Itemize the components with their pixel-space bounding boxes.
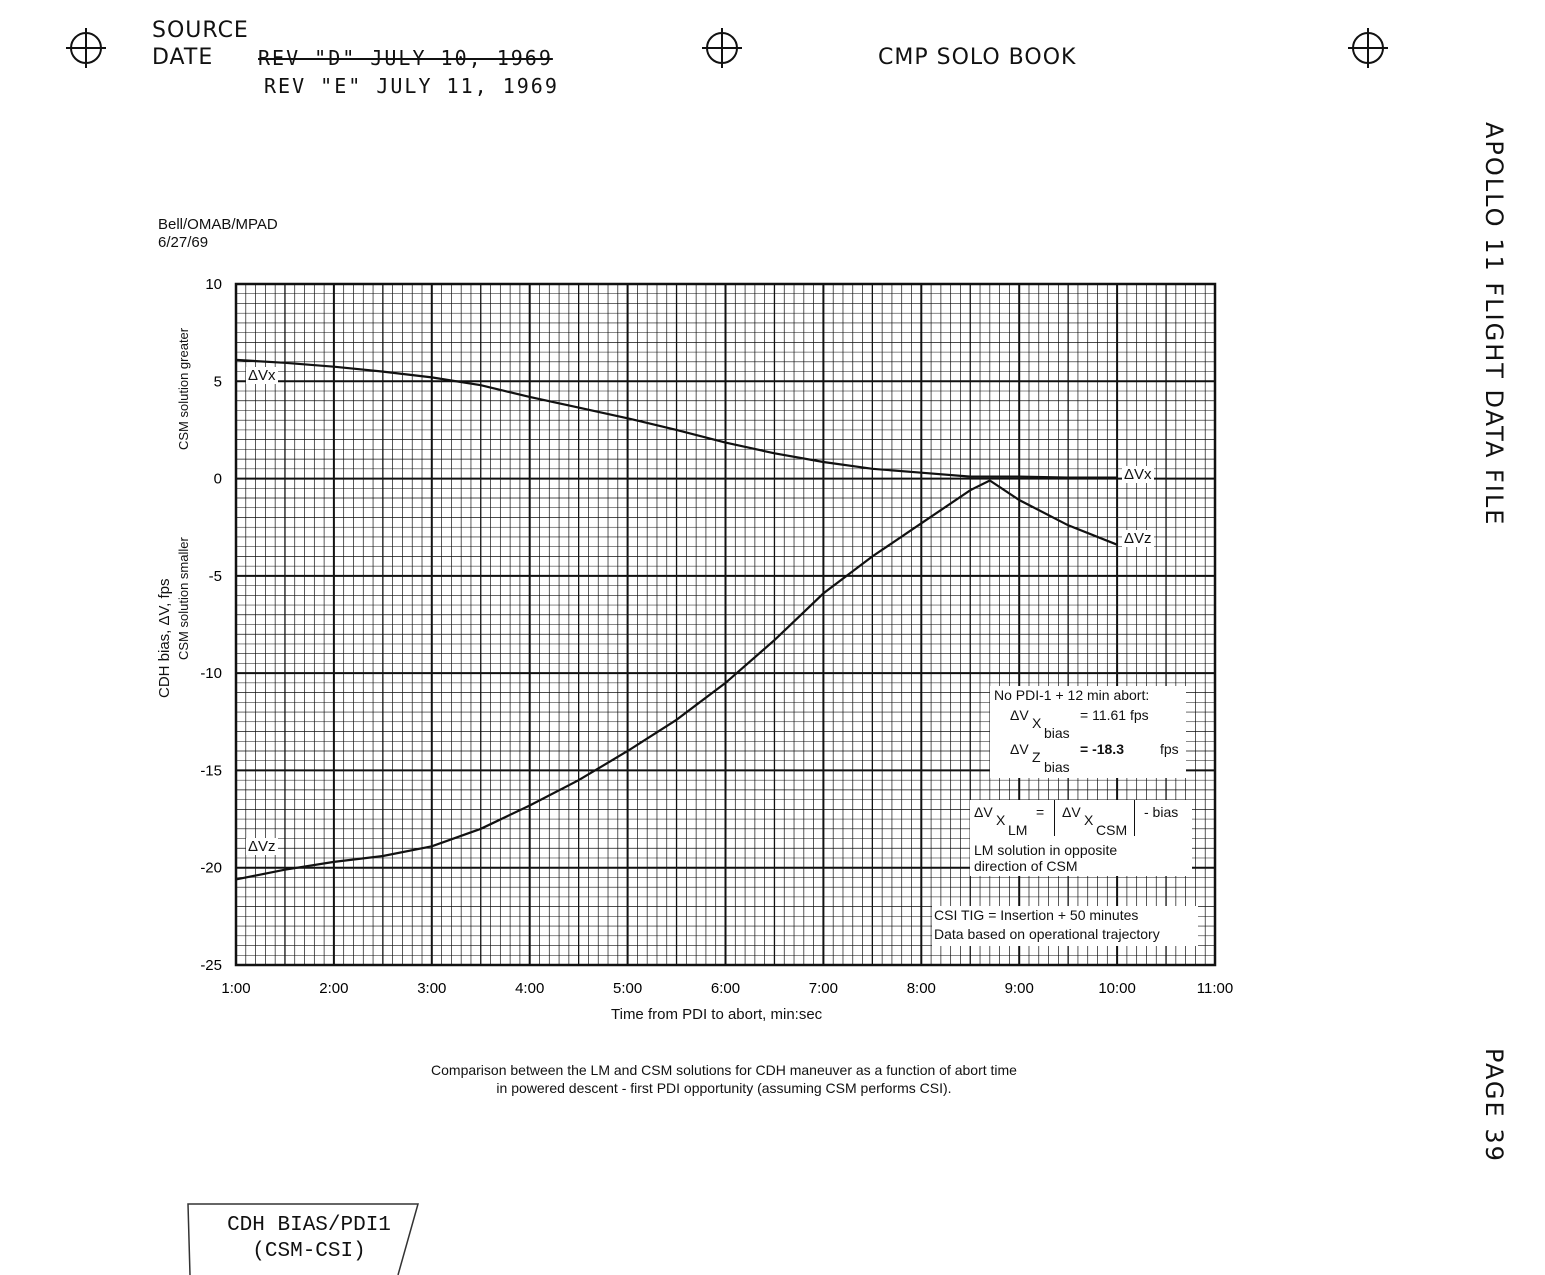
x-tick-label: 3:00 (417, 980, 447, 997)
origin-author: Bell/OMAB/MPAD (158, 216, 278, 233)
series-label-dvx-left: ΔVx (248, 367, 276, 384)
y-axis-label: CDH bias, ΔV, fps (156, 578, 173, 698)
formula-annotation-box: ΔV X LM = ΔV X CSM - bias LM solution in opposite direction of CSM (970, 800, 1192, 876)
revision-old: REV "D" JULY 10, 1969 (258, 46, 553, 70)
index-tab-outline (186, 1200, 422, 1275)
x-tick-label: 11:00 (1196, 980, 1234, 997)
x-axis-label: Time from PDI to abort, min:sec (611, 1006, 823, 1023)
x-tick-label: 4:00 (515, 980, 545, 997)
y-tick-label: -15 (200, 762, 222, 780)
abort-title: No PDI-1 + 12 min abort: (994, 687, 1150, 703)
x-tick-labels (221, 980, 1233, 997)
x-tick-label: 2:00 (319, 980, 349, 997)
y-tick-label: -20 (200, 859, 222, 877)
tab-line-2: (CSM-CSI) (252, 1240, 366, 1263)
dvz-bias-row: ΔV Z bias = -18.3 fps (1010, 741, 1179, 775)
revision-new: REV "E" JULY 11, 1969 (264, 74, 559, 98)
y-tick-label: -10 (200, 665, 222, 683)
dvx-bias-row: ΔV X bias = 11.61 fps (1010, 707, 1149, 741)
x-tick-label: 10:00 (1098, 980, 1136, 997)
condition-annotation-box (932, 906, 1198, 946)
y-tick-labels (200, 276, 222, 974)
abort-annotation-box (990, 686, 1186, 778)
series-label-dvz-right: ΔVz (1124, 530, 1152, 547)
dvz-bias-value: = -18.3 (1080, 741, 1124, 757)
condition-line-1: CSI TIG = Insertion + 50 minutes (934, 907, 1139, 923)
source-label: SOURCE (152, 18, 249, 43)
x-tick-label: 6:00 (710, 980, 741, 997)
dvx-bias-value: = 11.61 fps (1080, 707, 1149, 723)
y-note-greater: CSM solution greater (176, 327, 191, 450)
y-tick-label: -25 (200, 957, 222, 974)
y-tick-label: 5 (213, 373, 222, 391)
flight-data-file-title: APOLLO 11 FLIGHT DATA FILE (1480, 122, 1508, 527)
x-tick-label: 1:00 (221, 980, 251, 997)
y-tick-label: 0 (213, 470, 222, 488)
y-note-smaller: CSM solution smaller (176, 537, 191, 660)
tab-line-1: CDH BIAS/PDI1 (227, 1214, 391, 1237)
series-label-dvx-right: ΔVx (1124, 466, 1152, 483)
condition-line-2: Data based on operational trajectory (934, 926, 1160, 942)
series-label-dvz-left: ΔVz (248, 838, 276, 855)
formula-note-1: LM solution in opposite (974, 842, 1118, 858)
y-tick-label: -5 (208, 567, 222, 585)
book-title: CMP SOLO BOOK (878, 45, 1077, 70)
caption-line-2: in powered descent - first PDI opportunity (assuming CSM performs CSI). (496, 1080, 952, 1096)
date-label: DATE (152, 45, 214, 70)
y-tick-label: 10 (205, 276, 222, 293)
x-tick-label: 7:00 (808, 980, 839, 997)
x-tick-label: 9:00 (1004, 980, 1034, 997)
origin-date: 6/27/69 (158, 234, 209, 251)
x-tick-label: 8:00 (906, 980, 936, 997)
x-tick-label: 5:00 (612, 980, 643, 997)
page-number: PAGE 39 (1480, 1048, 1508, 1163)
formula-note-2: direction of CSM (974, 858, 1078, 874)
caption-line-1: Comparison between the LM and CSM solutions for CDH maneuver as a function of abort time (431, 1062, 1017, 1078)
